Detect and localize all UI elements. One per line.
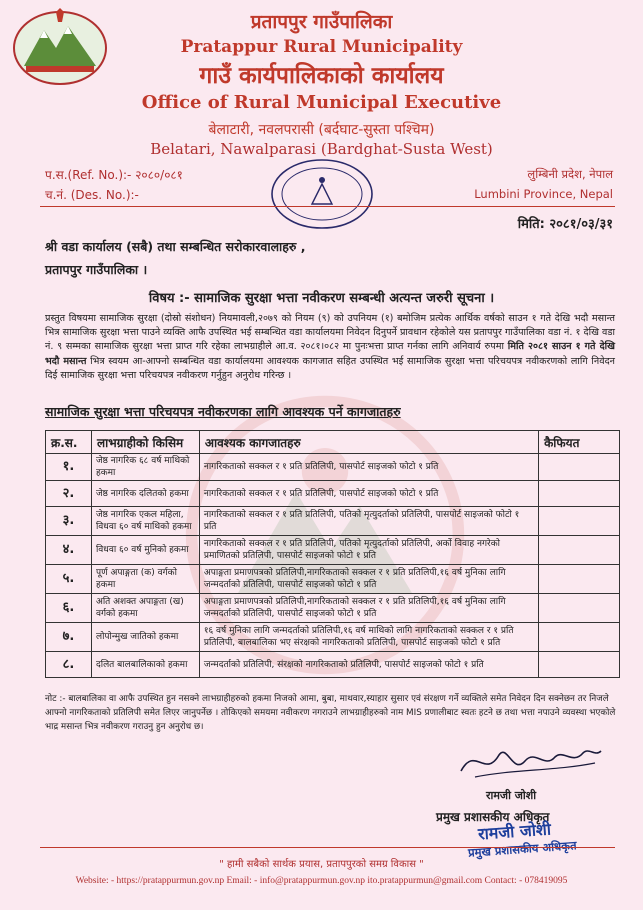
dispatch-number: च.नं. (Des. No.):- bbox=[45, 188, 139, 202]
row-sn: ५. bbox=[46, 565, 92, 594]
header-sn: क्र.स. bbox=[46, 431, 92, 454]
row-documents: जन्मदर्ताको प्रतिलिपी, संरक्षको नागरिकताको प्रतिलिपी, पासपोर्ट साइजको फोटो १ प्रति bbox=[199, 652, 538, 678]
row-remarks bbox=[539, 652, 620, 678]
office-stamp-icon bbox=[270, 158, 374, 230]
body-text-part-2: भित्र स्वयम आ-आफ्नो सम्बन्धित वडा कार्यालयमा आवश्यक कागजात सहित उपस्थित भई सामाजिक सुरक्षा भत्ता परिचयपत्र नवीकरणको लागि निवेदन दिई सामाजिक सुरक्षा भत्ता परिचयपत्र नवीकरण गर्नुहुन अनुरोध गरिन्छ । bbox=[45, 355, 615, 381]
row-documents: अपाङ्गता प्रमाणपत्रको प्रतिलिपी,नागरिकताको सक्कल र १ प्रति प्रतिलिपी,१६ वर्ष मुनिका लागि जन्मदर्ताको प्रतिलिपी, पासपोर्ट साइजको फोटो १ प्रति bbox=[199, 565, 538, 594]
letter-body bbox=[45, 312, 615, 383]
letter-subject: विषय :- सामाजिक सुरक्षा भत्ता नवीकरण सम्बन्धी अत्यन्त जरुरी सूचना । bbox=[148, 291, 495, 306]
row-beneficiary: दलित बालबालिकाको हकमा bbox=[91, 652, 199, 678]
table-row bbox=[46, 507, 620, 536]
header-beneficiary: लाभग्राहीको किसिम bbox=[91, 431, 199, 454]
header-divider bbox=[40, 206, 615, 207]
row-sn: ७. bbox=[46, 623, 92, 652]
municipality-name-np: प्रतापपुर गाउँपालिका bbox=[250, 11, 393, 33]
table-row bbox=[46, 454, 620, 481]
row-sn: ८. bbox=[46, 652, 92, 678]
table-header-row bbox=[46, 431, 620, 454]
municipality-name-en: Pratappur Rural Municipality bbox=[180, 37, 463, 57]
row-remarks bbox=[539, 481, 620, 507]
ref-number: प.स.(Ref. No.):- २०८०/०८१ bbox=[45, 168, 183, 182]
row-sn: १. bbox=[46, 454, 92, 481]
row-sn: २. bbox=[46, 481, 92, 507]
row-remarks bbox=[539, 507, 620, 536]
signatory-stamp-title: प्रमुख प्रशासकीय अधिकृत bbox=[467, 838, 577, 860]
office-name-np: गाउँ कार्यपालिकाको कार्यालय bbox=[199, 63, 444, 89]
address-np: बेलाटारी, नवलपरासी (बर्दघाट-सुस्ता पश्चिम) bbox=[208, 122, 435, 138]
footer-contact: Website: - https://pratappurmun.gov.np Email: - info@pratappurmun.gov.np ito.pratappurmun@gmail.com Contact: - 078419095 bbox=[75, 876, 568, 886]
handwritten-signature-icon bbox=[455, 735, 605, 783]
row-documents: नागरिकताको सक्कल र १ प्रति प्रतिलिपी, पतिको मृत्युदर्ताको प्रतिलिपी, पासपोर्ट साइजको फोटो १ प्रति bbox=[199, 507, 538, 536]
row-beneficiary: जेष्ठ नागरिक ६८ वर्ष माथिको हकमा bbox=[91, 454, 199, 481]
row-remarks bbox=[539, 565, 620, 594]
row-sn: ६. bbox=[46, 594, 92, 623]
row-beneficiary: पूर्ण अपाङ्गता (क) वर्गको हकमा bbox=[91, 565, 199, 594]
row-documents: १६ वर्ष मुनिका लागि जन्मदर्ताको प्रतिलिपी,१६ वर्ष माथिको लागि नागरिकताको सक्कल र १ प्रति प्रतिलिपी, बालबालिका भए संरक्षको नागरिकताको प्रतिलिपी, पासपोर्ट साइजको फोटो १ प्रति bbox=[199, 623, 538, 652]
row-beneficiary: जेष्ठ नागरिक एकल महिला, विधवा ६० वर्ष माथिको हकमा bbox=[91, 507, 199, 536]
address-en: Belatari, Nawalparasi (Bardghat-Susta West) bbox=[150, 140, 493, 158]
recipient-line-2: प्रतापपुर गाउँपालिका । bbox=[45, 262, 148, 277]
header-remarks: कैफियत bbox=[539, 431, 620, 454]
row-remarks bbox=[539, 594, 620, 623]
table-row bbox=[46, 594, 620, 623]
documents-list-heading: सामाजिक सुरक्षा भत्ता परिचयपत्र नवीकरणका लागि आवश्यक पर्ने कागजातहरु bbox=[45, 404, 401, 419]
table-row bbox=[46, 565, 620, 594]
row-documents: नागरिकताको सक्कल र १ प्रति प्रतिलिपी, पासपोर्ट साइजको फोटो १ प्रति bbox=[199, 481, 538, 507]
table-row bbox=[46, 536, 620, 565]
signatory-title: प्रमुख प्रशासकीय अधिकृत bbox=[436, 810, 550, 824]
row-beneficiary: अति अशक्त अपाङ्गता (ख) वर्गको हकमा bbox=[91, 594, 199, 623]
row-remarks bbox=[539, 454, 620, 481]
note-text: नोट :- बालबालिका वा आफै उपस्थित हुन नसक्ने लाभग्राहीहरुको हकमा निजको आमा, बुबा, माथवार,स्याहार सुसार एवं संरक्षण गर्ने व्यक्तिले समेत निवेदन दिन सक्नेछन तर निजले आफ्नो नागरिकताको प्रतिलिपी समेत लिएर जानुपर्नेछ । तोकिएको समयमा नवीकरण नगराउने लाभग्राहीहरुको नाम MIS प्रणालीबाट स्वतः हटने छ तथा भत्ता नपाउने व्यवस्था भएकोले भाद्र मसान्त भित्र नवीकरण गराउनु हुन अनुरोध छ। bbox=[45, 694, 616, 732]
row-sn: ३. bbox=[46, 507, 92, 536]
letter-date: मिति: २०८१/०३/३१ bbox=[517, 217, 613, 232]
table-row bbox=[46, 481, 620, 507]
row-beneficiary: विधवा ६० वर्ष मुनिको हकमा bbox=[91, 536, 199, 565]
header-documents: आवश्यक कागजातहरु bbox=[199, 431, 538, 454]
footer-slogan: " हामी सबैको सार्थक प्रयास, प्रतापपुरको समग्र विकास " bbox=[219, 859, 424, 870]
province-np: लुम्बिनी प्रदेश, नेपाल bbox=[527, 167, 613, 181]
province-en: Lumbini Province, Nepal bbox=[474, 187, 613, 201]
footer-divider bbox=[40, 847, 615, 848]
row-beneficiary: जेष्ठ नागरिक दलितको हकमा bbox=[91, 481, 199, 507]
body-text-part-1: प्रस्तुत विषयमा सामाजिक सुरक्षा (दोस्रो संशोधन) नियमावली,२०७९ को नियम (९) को उपनियम (१) बमोजिम प्रत्येक आर्थिक वर्षको साउन १ गते देखि भदौ मसान्त भित्र सामाजिक सुरक्षा भत्ता पाउने व्यक्ति आफै उपस्थित भई सम्बन्धित वडा कार्यालयमा निवेदन दिनुपर्ने प्रावधान रहेकोले यस प्रतापपुर गाउँपालिका वडा नं. १ देखि वडा नं. ९ सम्मका सामाजिक सुरक्षा भत्ता प्राप्त गरि रहेका लाभग्राहीले आ.व. २०८१।०८२ मा पुनःभत्ता प्राप्त गर्नका लागि अनिवार्य रुपमा bbox=[45, 313, 615, 353]
row-documents: नागरिकताको सक्कल र १ प्रति प्रतिलिपी, पतिको मृत्युदर्ताको प्रतिलिपी, अर्को विवाह नगरेको प्रमाणितको प्रतिलिपी, पासपोर्ट साइजको फोटो १ प्रति bbox=[199, 536, 538, 565]
table-row bbox=[46, 652, 620, 678]
row-sn: ४. bbox=[46, 536, 92, 565]
row-documents: नागरिकताको सक्कल र १ प्रति प्रतिलिपी, पासपोर्ट साइजको फोटो १ प्रति bbox=[199, 454, 538, 481]
required-documents-table bbox=[45, 430, 620, 678]
signatory-name: रामजी जोशी bbox=[486, 789, 537, 802]
row-remarks bbox=[539, 623, 620, 652]
signatory-stamp-name: रामजी जोशी bbox=[477, 819, 552, 844]
row-remarks bbox=[539, 536, 620, 565]
recipient-line-1: श्री वडा कार्यालय (सबै) तथा सम्बन्धित सरोकारवालाहरु , bbox=[45, 239, 306, 254]
row-documents: अपाङ्गता प्रमाणपत्रको प्रतिलिपी,नागरिकताको सक्कल र १ प्रति प्रतिलिपी,१६ वर्ष मुनिका लागि जन्मदर्ताको प्रतिलिपी, पासपोर्ट साइजको फोटो १ प्रति bbox=[199, 594, 538, 623]
row-beneficiary: लोपोन्मुख जातिको हकमा bbox=[91, 623, 199, 652]
office-name-en: Office of Rural Municipal Executive bbox=[141, 92, 502, 113]
body-text-bold: मिति २०८१ साउन १ गते देखि भदौ मसान्त bbox=[45, 341, 615, 367]
table-row bbox=[46, 623, 620, 652]
